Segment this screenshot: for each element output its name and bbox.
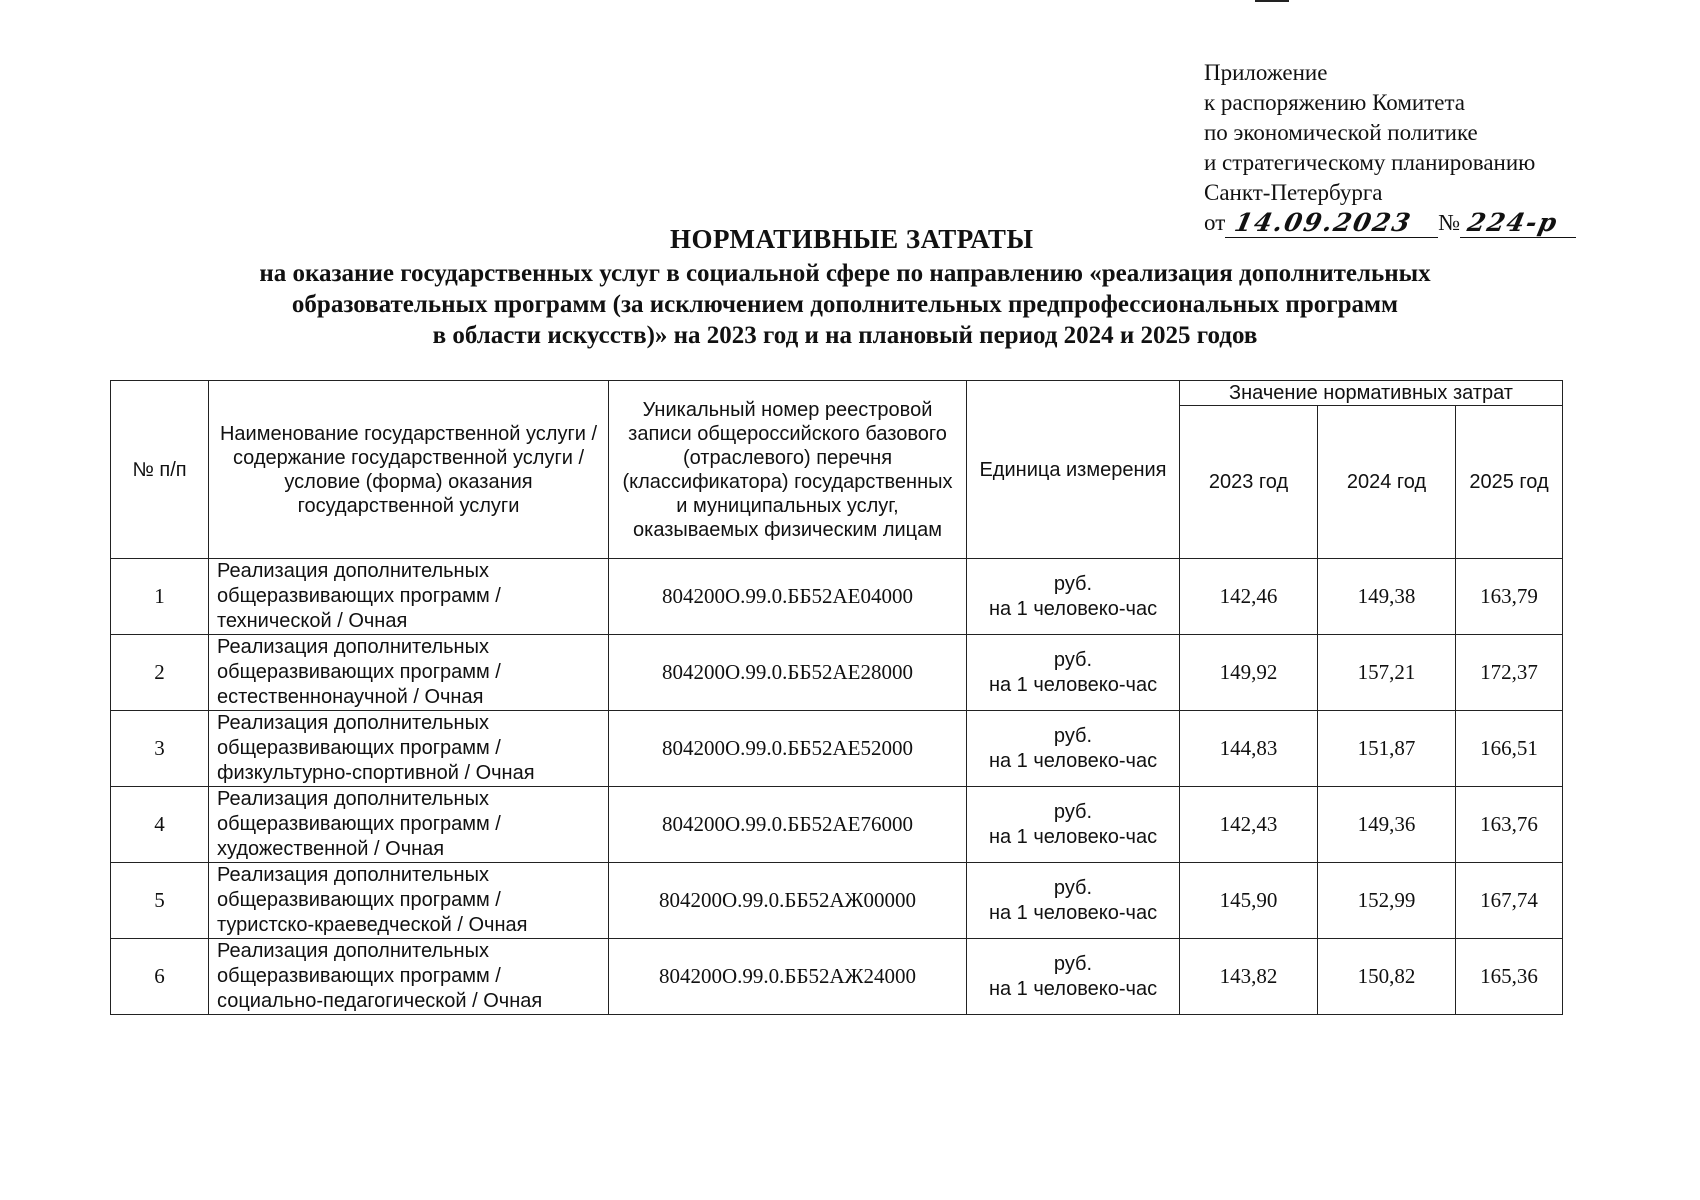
row-registry-code: 804200О.99.0.ББ52АЕ52000 <box>609 711 967 787</box>
row-registry-code: 804200О.99.0.ББ52АЖ00000 <box>609 863 967 939</box>
row-value-2025: 165,36 <box>1456 939 1563 1015</box>
appendix-line: Приложение <box>1204 60 1328 85</box>
row-num: 5 <box>111 863 209 939</box>
header-values-group: Значение нормативных затрат <box>1180 381 1563 406</box>
header-registry-code: Уникальный номер реестровой записи общероссийского базового (отраслевого) перечня (классификатора) государственных и муниципальных услуг, оказываемых физическим лицам <box>609 381 967 559</box>
row-value-2024: 157,21 <box>1318 635 1456 711</box>
unit-currency: руб. <box>1053 952 1093 975</box>
date-prefix: от <box>1204 210 1226 235</box>
row-service-name: Реализация дополнительных общеразвивающих программ / физкультурно-спортивной / Очная <box>209 711 609 787</box>
handwritten-date: 14.09.2023 <box>1232 208 1416 237</box>
row-unit <box>967 711 1180 787</box>
document-title: НОРМАТИВНЫЕ ЗАТРАТЫ <box>670 224 1034 254</box>
row-value-2023: 144,83 <box>1180 711 1318 787</box>
unit-currency: руб. <box>1053 876 1093 899</box>
unit-basis: на 1 человеко-час <box>988 673 1158 696</box>
appendix-line: по экономической политике <box>1204 120 1478 145</box>
scan-mark <box>1255 0 1289 2</box>
row-value-2025: 166,51 <box>1456 711 1563 787</box>
unit-currency: руб. <box>1053 648 1093 671</box>
row-value-2024: 150,82 <box>1318 939 1456 1015</box>
appendix-line: и стратегическому планированию <box>1204 150 1536 175</box>
row-service-name: Реализация дополнительных общеразвивающих программ / социально-педагогической / Очная <box>209 939 609 1015</box>
table-row <box>111 939 1563 1015</box>
row-value-2023: 142,43 <box>1180 787 1318 863</box>
header-unit: Единица измерения <box>967 381 1180 559</box>
table-row <box>111 787 1563 863</box>
row-unit <box>967 635 1180 711</box>
appendix-block <box>1204 58 1644 238</box>
row-value-2024: 152,99 <box>1318 863 1456 939</box>
document-heading <box>110 222 1580 351</box>
handwritten-number: 224-р <box>1465 208 1562 237</box>
row-value-2023: 145,90 <box>1180 863 1318 939</box>
row-value-2023: 143,82 <box>1180 939 1318 1015</box>
header-year-2023: 2023 год <box>1180 406 1318 559</box>
row-value-2024: 149,38 <box>1318 559 1456 635</box>
unit-currency: руб. <box>1053 724 1093 747</box>
row-unit <box>967 787 1180 863</box>
appendix-line: к распоряжению Комитета <box>1204 90 1465 115</box>
row-num: 6 <box>111 939 209 1015</box>
row-registry-code: 804200О.99.0.ББ52АЖ24000 <box>609 939 967 1015</box>
unit-currency: руб. <box>1053 572 1093 595</box>
header-service-name: Наименование государственной услуги / содержание государственной услуги / условие (форма) оказания государственной услуги <box>209 381 609 559</box>
table-row <box>111 635 1563 711</box>
row-service-name: Реализация дополнительных общеразвивающих программ / естественнонаучной / Очная <box>209 635 609 711</box>
subtitle-line: на оказание государственных услуг в социальной сфере по направлению «реализация дополнительных <box>259 260 1431 287</box>
cost-table <box>110 380 1563 1015</box>
row-num: 4 <box>111 787 209 863</box>
unit-basis: на 1 человеко-час <box>988 825 1158 848</box>
row-num: 3 <box>111 711 209 787</box>
unit-basis: на 1 человеко-час <box>988 597 1158 620</box>
unit-basis: на 1 человеко-час <box>988 977 1158 1000</box>
unit-basis: на 1 человеко-час <box>988 749 1158 772</box>
appendix-line: Санкт-Петербурга <box>1204 180 1383 205</box>
table-row <box>111 863 1563 939</box>
document-subtitle <box>110 258 1580 351</box>
row-service-name: Реализация дополнительных общеразвивающих программ / технической / Очная <box>209 559 609 635</box>
row-num: 2 <box>111 635 209 711</box>
number-prefix: № <box>1438 210 1461 235</box>
row-registry-code: 804200О.99.0.ББ52АЕ28000 <box>609 635 967 711</box>
row-unit <box>967 559 1180 635</box>
unit-currency: руб. <box>1053 800 1093 823</box>
header-num: № п/п <box>111 381 209 559</box>
row-unit <box>967 863 1180 939</box>
row-value-2023: 142,46 <box>1180 559 1318 635</box>
row-value-2023: 149,92 <box>1180 635 1318 711</box>
row-unit <box>967 939 1180 1015</box>
subtitle-line: образовательных программ (за исключением дополнительных предпрофессиональных программ <box>291 291 1399 318</box>
row-registry-code: 804200О.99.0.ББ52АЕ04000 <box>609 559 967 635</box>
row-value-2024: 149,36 <box>1318 787 1456 863</box>
row-service-name: Реализация дополнительных общеразвивающих программ / художественной / Очная <box>209 787 609 863</box>
row-value-2025: 163,76 <box>1456 787 1563 863</box>
table-row <box>111 711 1563 787</box>
row-service-name: Реализация дополнительных общеразвивающих программ / туристско-краеведческой / Очная <box>209 863 609 939</box>
unit-basis: на 1 человеко-час <box>988 901 1158 924</box>
row-value-2024: 151,87 <box>1318 711 1456 787</box>
table-row <box>111 559 1563 635</box>
row-registry-code: 804200О.99.0.ББ52АЕ76000 <box>609 787 967 863</box>
header-year-2025: 2025 год <box>1456 406 1563 559</box>
row-value-2025: 167,74 <box>1456 863 1563 939</box>
row-num: 1 <box>111 559 209 635</box>
row-value-2025: 172,37 <box>1456 635 1563 711</box>
subtitle-line: в области искусств)» на 2023 год и на плановый период 2024 и 2025 годов <box>432 322 1258 349</box>
row-value-2025: 163,79 <box>1456 559 1563 635</box>
header-year-2024: 2024 год <box>1318 406 1456 559</box>
